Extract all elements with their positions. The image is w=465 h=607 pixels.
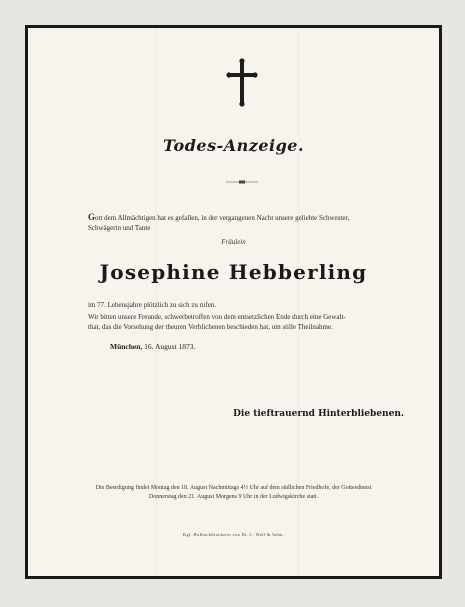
body-line-2: Wir bitten unsere Freunde, schwerbetroffen von dem entsetzlichen Ende durch eine Gewalt- xyxy=(88,313,346,321)
salutation: Fräulein xyxy=(221,238,246,246)
date-value: 16. August 1873. xyxy=(144,342,196,351)
date-line xyxy=(110,342,195,351)
intro-initial: G xyxy=(88,212,96,222)
intro-line-1 xyxy=(88,212,408,223)
deceased-name: Josephine Hebberling xyxy=(99,260,368,284)
funeral-line-2: Donnerstag den 21. August Morgens 9 Uhr in der Ludwigskirche statt. xyxy=(148,494,319,500)
signature: Die tieftrauernd Hinterbliebenen. xyxy=(233,409,404,419)
intro-text: ott dem Allmächtigen hat es gefallen, in der vergangenen Nacht unsere geliebte Schwester, xyxy=(95,214,350,222)
document-title: Todes-Anzeige. xyxy=(162,136,305,155)
intro-line-2: Schwägerin und Tante xyxy=(88,224,151,232)
document-frame xyxy=(25,25,442,579)
body-line-3: that, das die Vorsehung der theuren Verblichenen beschieden hat, um stille Theilnahme. xyxy=(88,323,333,331)
cross-icon xyxy=(226,58,258,108)
date-place: München, xyxy=(110,342,143,351)
funeral-line-1: Die Beerdigung findet Montag den 18. August Nachmittags 4½ Uhr auf dem südlichen Friedhofe, der Gottesdienst xyxy=(95,485,372,491)
ornament-divider xyxy=(226,179,258,185)
body-line-1: im 77. Lebensjahre plötzlich zu sich zu rufen. xyxy=(88,301,217,309)
obituary-page xyxy=(28,28,439,576)
printer-credit: Kgl. Hofbuchdruckerei von Dr. C. Wolf & Sohn. xyxy=(182,532,285,537)
funeral-notice xyxy=(58,484,409,502)
